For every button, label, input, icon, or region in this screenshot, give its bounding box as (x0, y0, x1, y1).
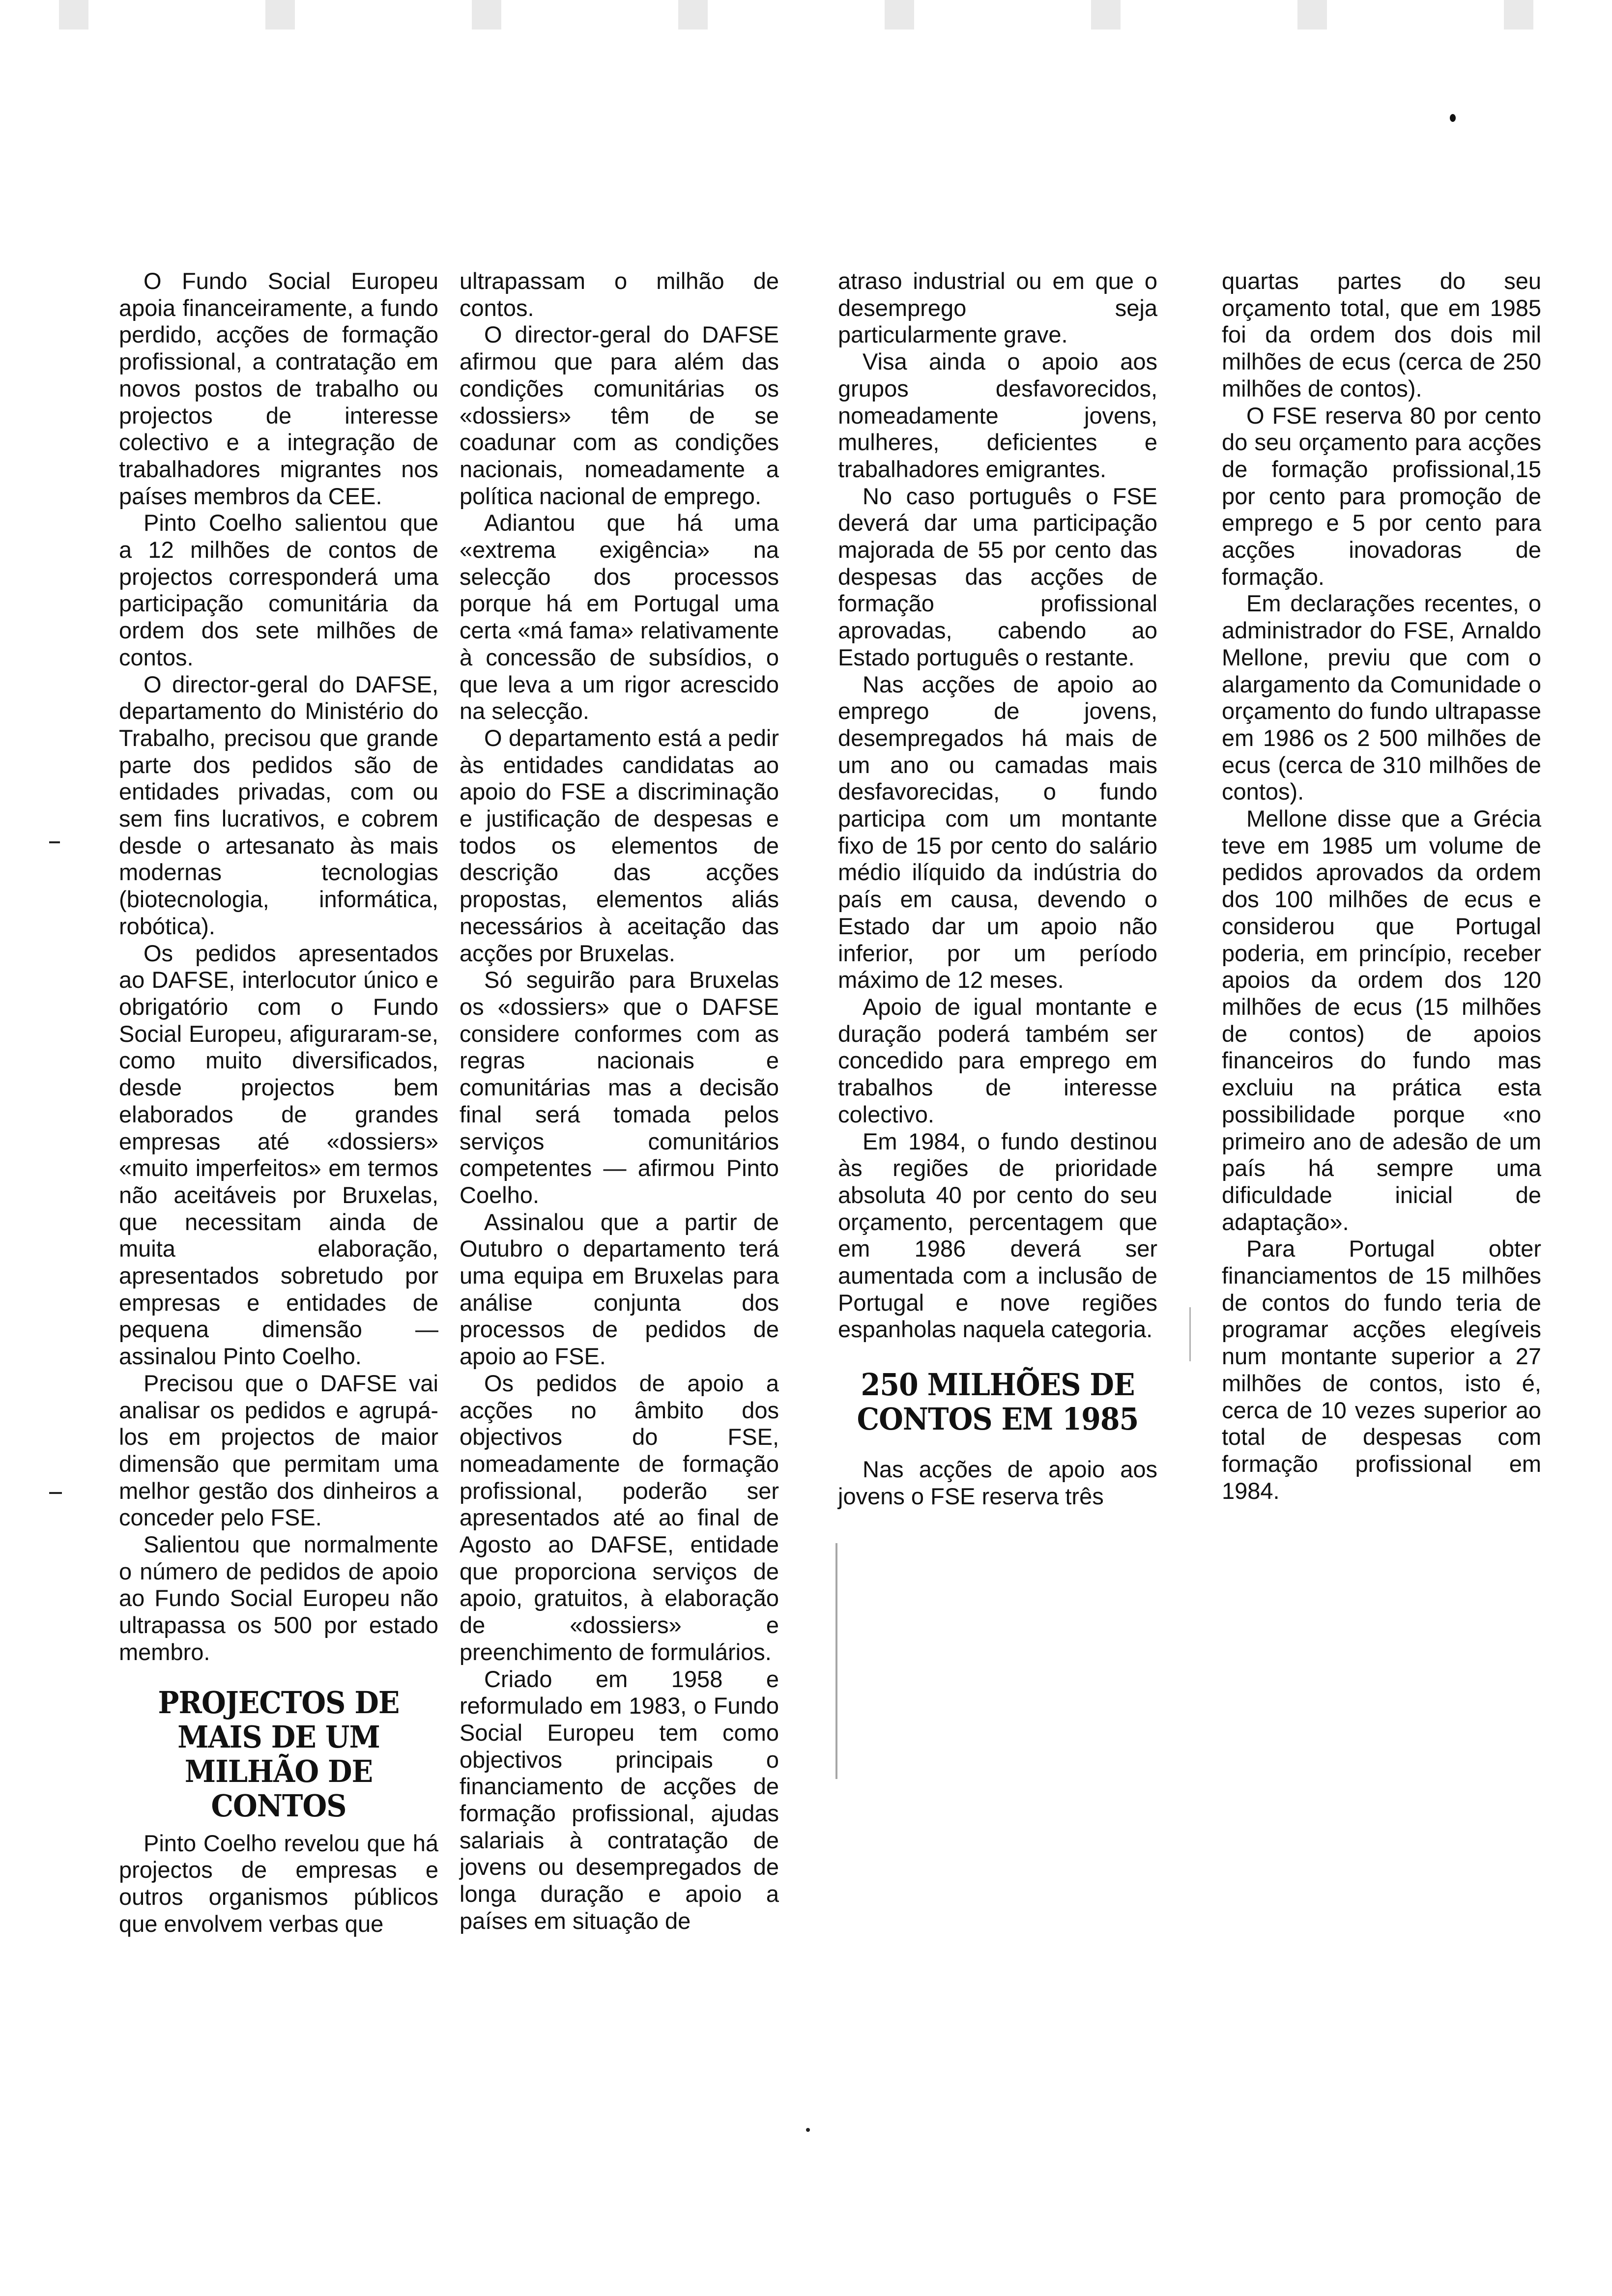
paragraph: Salientou que normalmente o número de pedidos de apoio ao Fundo Social Europeu não ultrapassa os 500 por estado membro. (119, 1531, 438, 1665)
paragraph: Precisou que o DAFSE vai analisar os pedidos e agrupá-los em projectos de maior dimensão que permitam uma melhor gestão dos dinheiros a conceder pelo FSE. (119, 1370, 438, 1531)
paragraph: atraso industrial ou em que o desemprego seja particularmente grave. (838, 268, 1157, 348)
paragraph: Pinto Coelho revelou que há projectos de empresas e outros organismos públicos que envolvem verbas que (119, 1830, 438, 1937)
paragraph: ultrapassam o milhão de contos. (460, 268, 779, 321)
paragraph: Apoio de igual montante e duração poderá também ser concedido para emprego em trabalhos de interesse colectivo. (838, 993, 1157, 1127)
article-column-3 (838, 268, 1157, 1510)
article-column-4 (1222, 268, 1541, 1504)
section-heading: PROJECTOS DE MAIS DE UM MILHÃO DE CONTOS (158, 1684, 400, 1824)
paragraph: Pinto Coelho salientou que a 12 milhões de contos de projectos corresponderá uma participação comunitária da ordem dos sete milhões de contos. (119, 510, 438, 670)
article-column-2 (460, 268, 779, 1935)
paragraph: Adiantou que há uma «extrema exigência» na selecção dos processos porque há em Portugal uma certa «má fama» relativamente à concessão de subsídios, o que leva a um rigor acrescido na selecção. (460, 510, 779, 724)
paragraph: Os pedidos apresentados ao DAFSE, interlocutor único e obrigatório com o Fundo Social Europeu, afiguraram-se, como muito diversificados, desde projectos bem elaborados de grandes empresas até «dossiers» «muito imperfeitos» em termos não aceitáveis por Bruxelas, que necessitam ainda de muita elaboração, apresentados sobretudo por empresas e entidades de pequena dimensão — assinalou Pinto Coelho. (119, 940, 438, 1370)
paragraph: Em declarações recentes, o administrador do FSE, Arnaldo Mellone, previu que com o alargamento da Comunidade o orçamento do fundo ultrapasse em 1986 os 2 500 milhões de ecus (cerca de 310 milhões de contos). (1222, 590, 1541, 805)
paragraph: O director-geral do DAFSE, departamento do Ministério do Trabalho, precisou que grande parte dos pedidos são de entidades privadas, com ou sem fins lucrativos, e cobrem desde o artesanato às mais modernas tecnologias (biotecnologia, informática, robótica). (119, 671, 438, 939)
paragraph: O departamento está a pedir às entidades candidatas ao apoio do FSE a discriminação e justificação de despesas e todos os elementos de descrição das acções propostas, elementos aliás necessários à aceitação das acções por Bruxelas. (460, 724, 779, 966)
paragraph: quartas partes do seu orçamento total, que em 1985 foi da ordem dos dois mil milhões de ecus (cerca de 250 milhões de contos). (1222, 268, 1541, 402)
paragraph: No caso português o FSE deverá dar uma participação majorada de 55 por cento das despesas das acções de formação profissional aprovadas, cabendo ao Estado português o restante. (838, 483, 1157, 670)
paragraph: Criado em 1958 e reformulado em 1983, o Fundo Social Europeu tem como objectivos principais o financiamento de acções de formação profissional, ajudas salariais à contratação de jovens ou desempregados de longa duração e apoio a países em situação de (460, 1665, 779, 1934)
paragraph: Em 1984, o fundo destinou às regiões de prioridade absoluta 40 por cento do seu orçamento, percentagem que em 1986 deverá ser aumentada com a inclusão de Portugal e nove regiões espanholas naquela categoria. (838, 1128, 1157, 1343)
paragraph: Nas acções de apoio aos jovens o FSE reserva três (838, 1456, 1157, 1509)
paragraph: Só seguirão para Bruxelas os «dossiers» que o DAFSE considere conformes com as regras nacionais e comunitárias mas a decisão final será tomada pelos serviços comunitários competentes — afirmou Pinto Coelho. (460, 967, 779, 1208)
paragraph: Nas acções de apoio ao emprego de jovens, desempregados há mais de um ano ou camadas mais desfavorecidas, o fundo participa com um montante fixo de 15 por cento do salário médio ilíquido da indústria do país em causa, devendo o Estado dar um apoio não inferior, por um período máximo de 12 meses. (838, 671, 1157, 993)
scan-margin-mark (49, 841, 60, 843)
scan-margin-mark (835, 1543, 837, 1779)
paragraph: Os pedidos de apoio a acções no âmbito dos objectivos do FSE, nomeadamente de formação profissional, poderão ser apresentados até ao final de Agosto ao DAFSE, entidade que proporciona serviços de apoio, gratuitos, à elaboração de «dossiers» e preenchimento de formulários. (460, 1370, 779, 1665)
paragraph: O Fundo Social Europeu apoia financeiramente, a fundo perdido, acções de formação profissional, a contratação em novos postos de trabalho ou projectos de interesse colectivo e a integração de trabalhadores migrantes nos países membros da CEE. (119, 268, 438, 509)
paragraph: Mellone disse que a Grécia teve em 1985 um volume de pedidos aprovados da ordem dos 100 milhões de ecus e considerou que Portugal poderia, em princípio, receber apoios da ordem dos 120 milhões de ecus (15 milhões de contos) de apoios financeiros do fundo mas excluiu na prática esta possibilidade porque «no primeiro ano de adesão de um país há sempre uma dificuldade inicial de adaptação». (1222, 805, 1541, 1235)
paragraph: O director-geral do DAFSE afirmou que para além das condições comunitárias os «dossiers» têm de se coadunar com as condições nacionais, nomeadamente a política nacional de emprego. (460, 321, 779, 509)
paragraph: Assinalou que a partir de Outubro o departamento terá uma equipa em Bruxelas para análise conjunta dos processos de pedidos de apoio ao FSE. (460, 1208, 779, 1370)
scan-top-edge (0, 0, 1612, 29)
article-column-1 (119, 268, 438, 1937)
scan-margin-mark (1189, 1307, 1191, 1361)
section-heading: 250 MILHÕES DE CONTOS EM 1985 (857, 1367, 1139, 1437)
scan-margin-mark (49, 1492, 62, 1494)
paragraph: Visa ainda o apoio aos grupos desfavorecidos, nomeadamente jovens, mulheres, deficientes e trabalhadores emigrantes. (838, 348, 1157, 482)
paragraph: Para Portugal obter financiamentos de 15 milhões de contos do fundo teria de programar acções elegíveis num montante superior a 27 milhões de contos, isto é, cerca de 10 vezes superior ao total de despesas com formação profissional em 1984. (1222, 1235, 1541, 1504)
scan-margin-mark (806, 2128, 810, 2132)
scan-speck (1450, 114, 1456, 122)
paragraph: O FSE reserva 80 por cento do seu orçamento para acções de formação profissional,15 por cento para promoção de emprego e 5 por cento para acções inovadoras de formação. (1222, 402, 1541, 590)
